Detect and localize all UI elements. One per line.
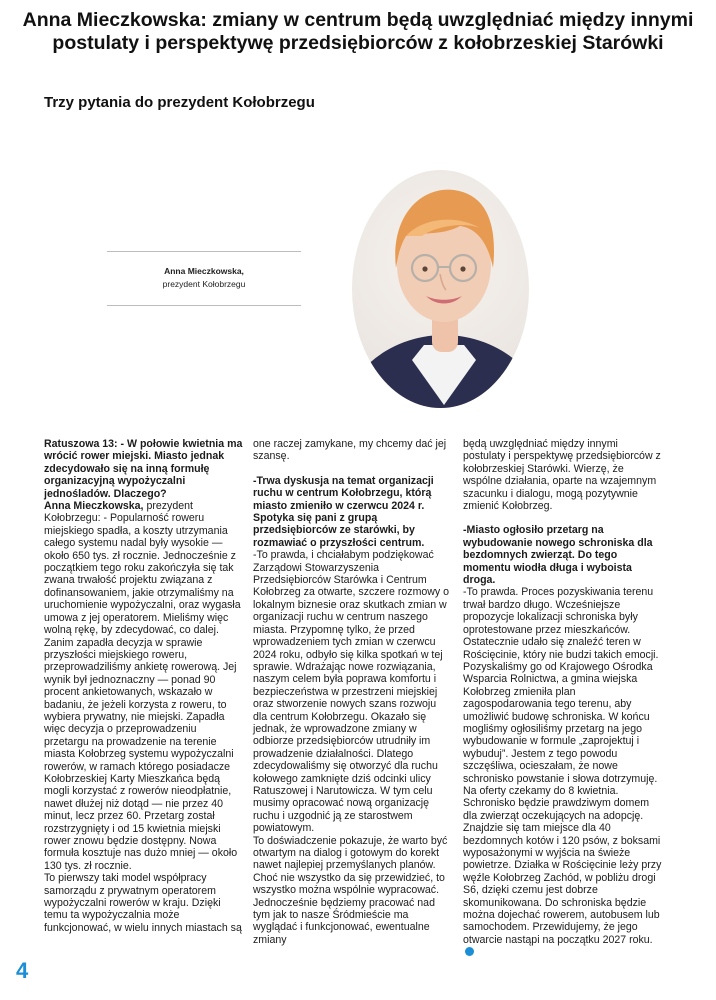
caption-rule-top — [107, 251, 301, 252]
article-column-3 — [463, 438, 663, 959]
caption-name: Anna Mieczkowska, — [164, 266, 244, 276]
article-column-1 — [44, 438, 244, 934]
question-3: -Miasto ogłosiło przetarg na wybudowanie nowego schroniska dla bezdomnych zwierząt. Do tego momentu wiodła długa i wyboista droga. — [463, 524, 653, 587]
portrait-photo — [352, 170, 529, 408]
answer-1-text-2: To pierwszy taki model współpracy samorządu z prywatnym operatorem wypożyczalni rowerów w kraju. Dzięki temu ta wypożyczalnia może funkcjonować, w wielu innych miastach są — [44, 872, 242, 934]
answer-1-ending: one raczej zamykane, my chcemy dać jej szansę. — [253, 438, 447, 463]
article-subtitle: Trzy pytania do prezydent Kołobrzegu — [44, 94, 315, 111]
page-number: 4 — [16, 958, 29, 983]
answer-3-paragraph — [463, 586, 663, 958]
question-2: -Trwa dyskusja na temat organizacji ruchu w centrum Kołobrzegu, którą miasto zmieniło w czerwcu 2024 r. Spotyka się pani z grupą przedsiębiorców ze starówki, by rozmawiać o przyszłości centrum. — [253, 474, 434, 549]
question-1: Ratuszowa 13: - W połowie kwietnia ma wrócić rower miejski. Miasto jednak zdecydowało się na inną formułę organizacyjną wypożyczalni jednośladów. Dlaczego? — [44, 438, 243, 500]
caption-role: prezydent Kołobrzegu — [162, 279, 246, 289]
answer-1-text: prezydent Kołobrzegu: - Popularność roweru miejskiego spadła, a koszty utrzymania całego systemu nadal były wysokie — około 650 tys. zł rocznie. Jednocześnie z początkiem tego roku zakończyła się tak zwana trwałość projektu związana z dofinansowaniem, jakie otrzymaliśmy na uruchomienie wypożyczalni, oraz wygasła umowa z jej operatorem. Mieliśmy więc wolną rękę, by zdecydować, co dalej. Zanim zapadła decyzja w sprawie przyszłości miejskiego roweru, przeprowadziliśmy ankietę rowerową. Jej wynik był jednoznaczny — ponad 90 procent ankietowanych, wskazało w badaniu, że jeżeli korzysta z roweru, to wybiera prywatny, nie miejski. Zapadła więc decyzja o przeprowadzeniu przetargu na prowadzenie na terenie miasta Kołobrzeg systemu wypożyczalni rowerów, w ramach którego posiadacze Kołobrzeskiej Karty Mieszkańca będą mogli korzystać z rowerów nieodpłatnie, nawet dłużej niż dotąd — nie przez 40 minut, lecz przez 60. Przetarg został rozstrzygnięty i od 15 kwietnia miejski rower znowu będzie dostępny. Nowa formuła kosztuje nas dużo mniej — około 130 tys. zł rocznie. — [44, 500, 241, 872]
answer-1-speaker: Anna Mieczkowska, — [44, 500, 144, 513]
article-column-2 — [253, 438, 453, 946]
caption-rule-bottom — [107, 305, 301, 306]
portrait-illustration — [352, 170, 529, 408]
answer-2-text: -To prawda, i chciałabym podziękować Zarządowi Stowarzyszenia Przedsiębiorców Starówka i Centrum Kołobrzeg za otwarte, szczere rozmowy o lokalnym biznesie oraz skutkach zmian w organizacji ruchu w centrum naszego miasta. Przypomnę tylko, że przed wprowadzeniem tych zmian w czerwcu 2024 roku, odbyło się kilka spotkań w tej sprawie. Wdrażając nowe rozwiązania, naszym celem była poprawa komfortu i bezpieczeństwa w przestrzeni miejskiej oraz stworzenie nowych szans rozwoju dla centrum Kołobrzegu. Okazało się jednak, że wprowadzone zmiany w odbiorze przedsiębiorców utrudniły im prowadzenie działalności. Dlatego zdecydowaliśmy się otworzyć dla ruchu kołowego zamknięte dziś odcinki ulicy Ratuszowej i Narutowicza. W tym celu musimy opracować nową organizację ruchu i uzgodnić ją ze starostwem powiatowym. — [253, 549, 450, 835]
answer-2-text-2: To doświadczenie pokazuje, że warto być otwartym na dialog i gotowym do korekt nawet najlepiej przemyślanych planów. Choć nie wszystko da się przewidzieć, to wszystko można wspólnie wypracować. Jednocześnie będziemy pracować nad tym jak to nasze Śródmieście ma wyglądać i funkcjonować, ewentualne zmiany — [253, 834, 448, 946]
article-end-dot-icon — [465, 947, 474, 956]
answer-3-text: -To prawda. Proces pozyskiwania terenu trwał bardzo długo. Wcześniejsze propozycje lokalizacji schroniska były oprotestowane przez mieszkańców. Ostatecznie udało się znaleźć teren w Rościęcinie, który nie budzi takich emocji. Pozyskaliśmy go od Krajowego Ośrodka Wsparcia Rolnictwa, a gmina wiejska Kołobrzeg zmieniła plan zagospodarowania tego terenu, aby umożliwić budowę schroniska. W końcu mogliśmy ogłosiliśmy przetarg na jego wybudowanie w formule „zaprojektuj i wybuduj”. Jestem z tego powodu szczęśliwa, ocieszałam, że nowe schronisko powstanie i słowa dotrzymuję. Na oferty czekamy do 8 kwietnia. Schronisko będzie prawdziwym domem dla zwierząt oczekujących na adopcję. Znajdzie się tam miejsce dla 40 bezdomnych kotów i 120 psów, z boksami wyposażonymi w wyjścia na świeże powietrze. Działka w Rościęcinie leży przy węźle Kołobrzeg Zachód, w pobliżu drogi S6, dzięki czemu jest dobrze skomunikowana. Do schroniska będzie można dojechać rowerem, autobusem lub samochodem. Przewidujemy, że jego otwarcie nastąpi na początku 2027 roku. — [463, 586, 662, 946]
answer-1-paragraph — [44, 500, 244, 872]
answer-2-ending: będą uwzględniać między innymi postulaty i perspektywę przedsiębiorców z kołobrzeskiej Starówki. Wierzę, że wspólne działania, oparte na wzajemnym szacunku i dialogu, mogą pozytywnie zmienić Kołobrzeg. — [463, 438, 661, 513]
article-title: Anna Mieczkowska: zmiany w centrum będą uwzględniać między innymi postulaty i perspektywę przedsiębiorców z kołobrzeskiej Starówki — [22, 9, 694, 54]
photo-caption — [107, 265, 301, 291]
